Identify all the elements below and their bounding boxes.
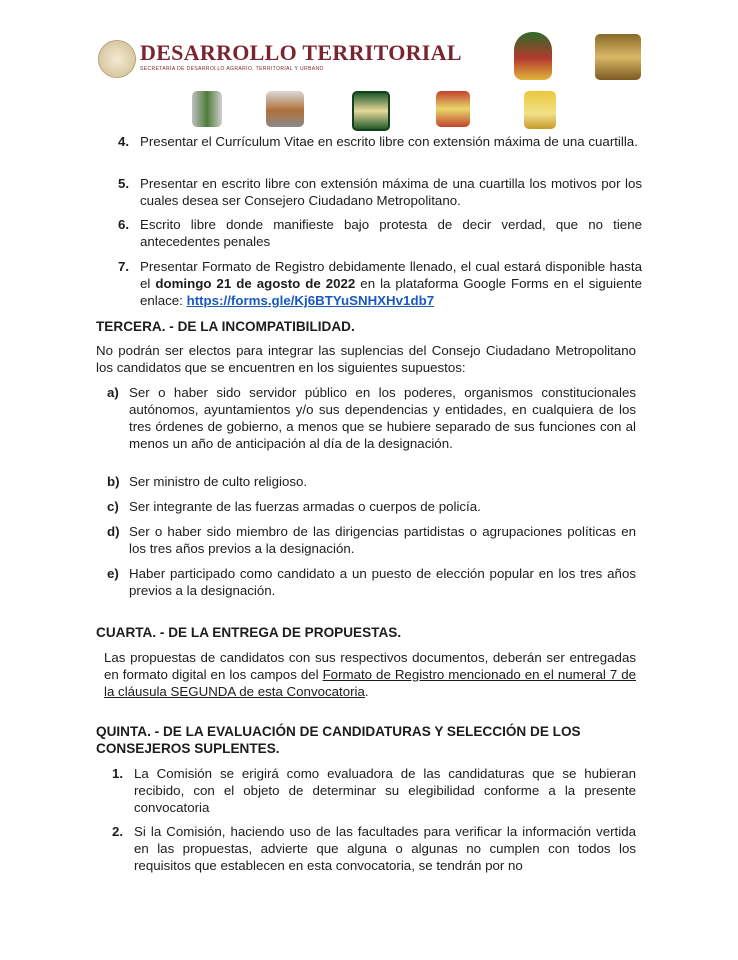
municipal-crest-icon [352,91,390,131]
item-number: 7. [118,259,130,274]
item-text: Ser o haber sido miembro de las dirigencias partidistas o agrupaciones políticas en los tres años previos a la designación. [129,524,636,556]
item-text: Presentar en escrito libre con extensión máxima de una cuartilla los motivos por los cuales desea ser Consejero Ciudadano Metropolitano. [140,176,642,208]
item-text-end: en la plataforma Google Forms en el siguiente enlace: [140,276,642,308]
section-heading-continued: CONSEJEROS SUPLENTES. [96,741,280,756]
item-label: c) [107,499,119,514]
brand-subtitle: SECRETARÍA DE DESARROLLO AGRARIO, TERRITORIAL Y URBANO [140,66,324,72]
section-text-end: . [364,684,369,699]
item-text: Si la Comisión, haciendo uso de las facultades para verificar la información vertida en las propuestas, advierte que alguna o algunas no cumplen con todos los requisitos que establecen en esta convocatoria, se tendrán por no [134,824,636,873]
letterhead [0,0,738,132]
deadline-date: domingo 21 de agosto de 2022 [155,276,356,291]
section-intro: No podrán ser electos para integrar las suplencias del Consejo Ciudadano Metropolitano los candidatos que se encuentren en los siguientes supuestos: [96,343,636,375]
brand-title: DESARROLLO TERRITORIAL [140,40,462,65]
form-reference: Formato de Registro mencionado en el numeral 7 de la cláusula SEGUNDA de esta Convocatoria [104,667,637,699]
item-text-start: Presentar Formato de Registro debidamente llenado, el cual estará disponible hasta el [140,259,642,291]
section-text-start: Las propuestas de candidatos con sus respectivos documentos, deberán ser entregadas en formato digital en los campos del [104,650,636,682]
section-heading: CUARTA. - DE LA ENTREGA DE PROPUESTAS. [96,625,402,640]
item-number: 2. [112,824,124,839]
section-text [104,649,636,700]
item-number: 6. [118,217,130,232]
item-number: 1. [112,766,124,781]
municipal-crest-icon [436,91,470,127]
item-text: Haber participado como candidato a un puesto de elección popular en los tres años previos a la designación. [129,566,636,598]
item-number: 5. [118,176,130,191]
item-text: La Comisión se erigirá como evaluadora de las candidaturas que se hubieran recibido, con el objeto de determinar su elegibilidad conforme a la presente convocatoria [134,766,636,815]
registration-form-link[interactable]: https://forms.gle/Kj6BTYuSNHXHv1db7 [186,293,435,308]
item-text: Presentar el Currículum Vitae en escrito libre con extensión máxima de una cuartilla. [140,134,638,149]
item-label: e) [107,566,119,581]
section-heading: QUINTA. - DE LA EVALUACIÓN DE CANDIDATURAS Y SELECCIÓN DE LOS [96,724,581,739]
item-text [140,258,642,309]
item-text: Ser integrante de las fuerzas armadas o cuerpos de policía. [129,499,481,514]
municipal-crest-icon [595,34,641,80]
item-label: a) [107,385,119,400]
municipal-crest-icon [266,91,304,127]
item-label: d) [107,524,120,539]
municipal-crest-icon [514,32,552,80]
section-heading: TERCERA. - DE LA INCOMPATIBILIDAD. [96,319,355,334]
national-seal-icon [98,40,136,78]
item-text: Ser ministro de culto religioso. [129,474,308,489]
municipal-crest-icon [524,91,556,129]
item-label: b) [107,474,120,489]
item-text: Escrito libre donde manifieste bajo protesta de decir verdad, que no tiene antecedentes penales [140,217,642,249]
municipal-crest-icon [192,91,222,127]
item-number: 4. [118,134,130,149]
item-text: Ser o haber sido servidor público en los poderes, organismos constitucionales autónomos, ayuntamientos y/o sus dependencias y entidades, en cualquiera de los tres órdenes de gobierno, a menos que se hubiere separado de sus funciones con al menos un año de anticipación al día de la designación. [129,385,636,451]
